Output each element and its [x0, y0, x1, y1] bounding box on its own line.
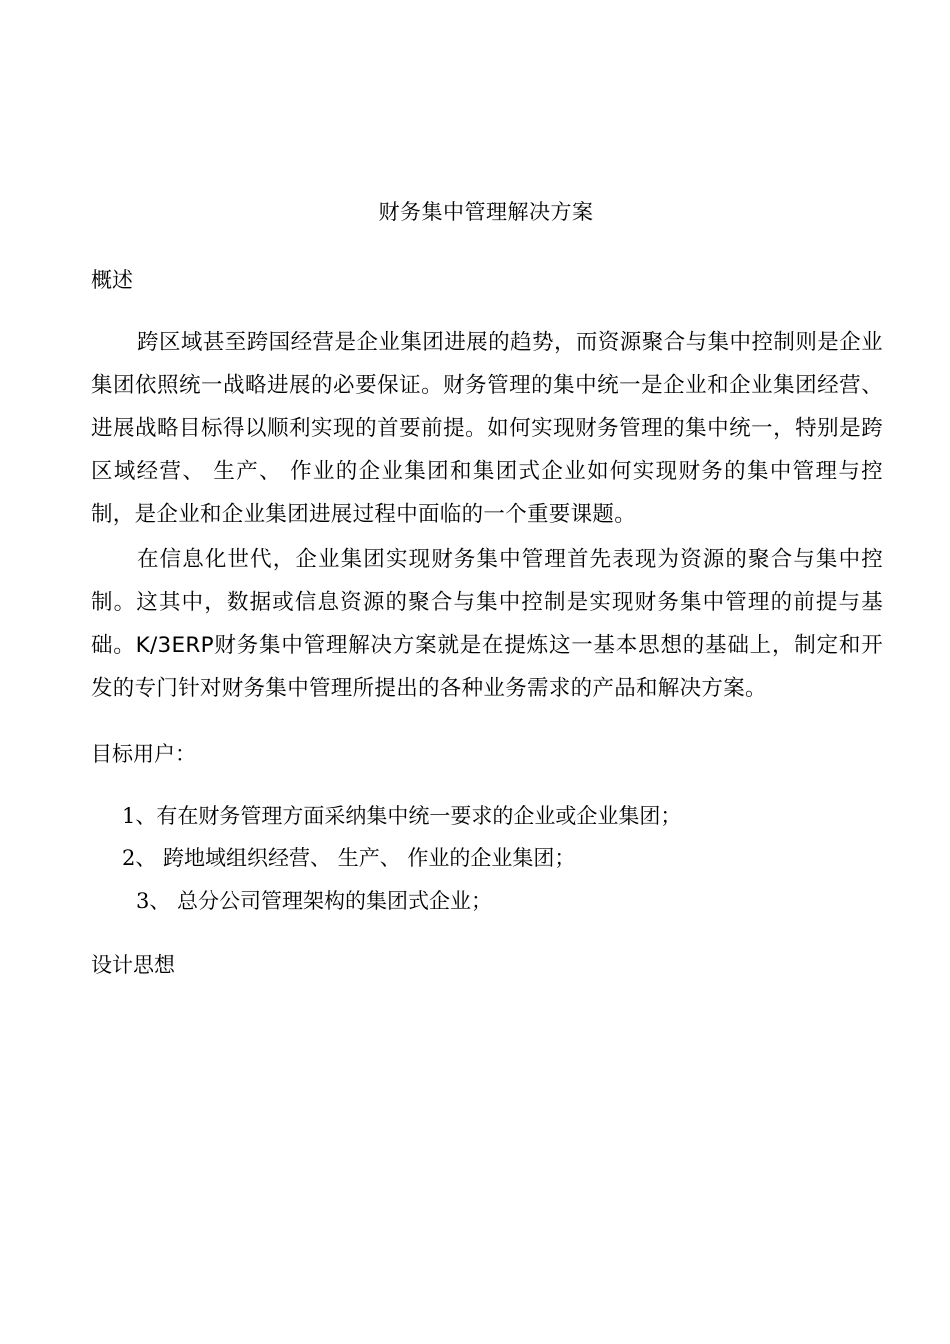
- design-heading: 设计思想: [91, 953, 175, 977]
- list-item-text: 总分公司管理架构的集团式企业；: [170, 889, 493, 913]
- list-item: [122, 843, 575, 873]
- overview-paragraph-2: 在信息化世代，企业集团实现财务集中管理首先表现为资源的聚合与集中控制。这其中，数据或信息资源的聚合与集中控制是实现财务集中管理的前提与基础。K/3ERP财务集中管理解决方案就是在提炼这一基本思想的基础上，制定和开发的专门针对财务集中管理所提出的各种业务需求的产品和解决方案。: [91, 547, 883, 701]
- document-title: 财务集中管理解决方案: [378, 200, 594, 224]
- list-item-text: 有在财务管理方面采纳集中统一要求的企业或企业集团；: [156, 804, 682, 828]
- list-item: [122, 801, 681, 831]
- overview-paragraph-1: 跨区域甚至跨国经营是企业集团进展的趋势，而资源聚合与集中控制则是企业集团依照统一战略进展的必要保证。财务管理的集中统一是企业和企业集团经营、 进展战略目标得以顺利实现的首要前提。如何实现财务管理的集中统一，特别是跨区域经营、 生产、 作业的企业集团和集团式企业如何实现财务的集中管理与控制，是企业和企业集团进展过程中面临的一个重要课题。: [91, 330, 883, 527]
- list-item-text: 跨地域组织经营、 生产、 作业的企业集团；: [156, 846, 576, 870]
- list-item: [136, 886, 492, 916]
- list-item-number: 3、: [136, 889, 171, 913]
- list-item-number: 2、: [122, 846, 157, 870]
- list-item-number: 1、: [122, 804, 157, 828]
- overview-heading: 概述: [91, 268, 133, 292]
- target-users-heading: 目标用户：: [91, 742, 196, 766]
